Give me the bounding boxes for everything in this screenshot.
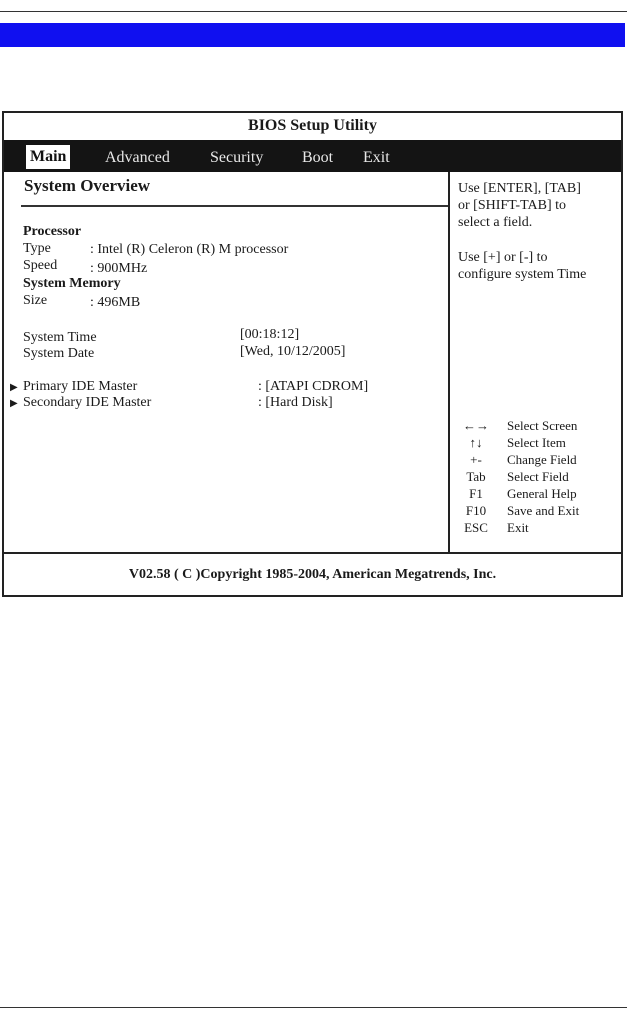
submenu-arrow-icon: ▶	[10, 398, 18, 409]
legend-desc: Select Screen	[507, 418, 578, 433]
bios-menubar	[4, 140, 621, 172]
help-line: Use [+] or [-] to	[458, 250, 548, 265]
size-label: Size	[23, 293, 48, 308]
type-value: : Intel (R) Celeron (R) M processor	[90, 242, 289, 257]
settings-pane	[4, 172, 450, 552]
bios-window	[2, 111, 623, 597]
section-divider	[21, 205, 448, 207]
type-label: Type	[23, 241, 51, 256]
legend-desc: Exit	[507, 520, 529, 535]
help-line: or [SHIFT-TAB] to	[458, 198, 567, 213]
arrows-ud-icon: ↑↓	[469, 435, 483, 450]
help-line: configure system Time	[458, 267, 587, 282]
bios-content	[4, 172, 621, 552]
section-title: System Overview	[24, 176, 151, 195]
menu-boot[interactable]: Boot	[302, 149, 334, 166]
legend-key: F10	[465, 503, 487, 518]
legend-desc: Save and Exit	[507, 503, 580, 518]
legend-desc: Select Item	[507, 435, 566, 450]
speed-value: : 900MHz	[90, 261, 148, 276]
primary-ide-value: : [ATAPI CDROM]	[258, 379, 369, 394]
legend-key: Tab	[466, 469, 486, 484]
bios-title: BIOS Setup Utility	[248, 117, 377, 134]
page-bottom-rule	[0, 1007, 627, 1008]
help-pane	[450, 172, 621, 552]
menu-main[interactable]: Main	[26, 145, 70, 169]
menu-advanced[interactable]: Advanced	[105, 149, 170, 166]
memory-heading: System Memory	[23, 276, 121, 291]
system-time-label: System Time	[23, 330, 97, 345]
arrows-lr-icon: ←→	[463, 418, 489, 433]
page-top-rule	[0, 11, 627, 12]
submenu-arrow-icon: ▶	[10, 382, 18, 393]
menu-exit[interactable]: Exit	[363, 149, 390, 166]
system-date-value[interactable]: [Wed, 10/12/2005]	[240, 344, 346, 359]
legend-key: ESC	[464, 520, 488, 535]
legend-key: F1	[469, 486, 483, 501]
speed-label: Speed	[23, 258, 58, 273]
primary-ide-label[interactable]: Primary IDE Master	[23, 379, 138, 394]
help-line: select a field.	[458, 215, 533, 230]
copyright-footer: V02.58 ( C )Copyright 1985-2004, American Megatrends, Inc.	[4, 552, 621, 595]
section-banner	[0, 23, 625, 47]
system-time-value[interactable]: [00:18:12]	[240, 327, 300, 342]
size-value: : 496MB	[90, 295, 141, 310]
processor-heading: Processor	[23, 224, 82, 239]
legend-desc: General Help	[507, 486, 577, 501]
secondary-ide-value: : [Hard Disk]	[258, 395, 333, 410]
help-line: Use [ENTER], [TAB]	[458, 181, 581, 196]
legend-desc: Select Field	[507, 469, 569, 484]
secondary-ide-label[interactable]: Secondary IDE Master	[23, 395, 152, 410]
legend-desc: Change Field	[507, 452, 577, 467]
system-date-label: System Date	[23, 346, 95, 361]
legend-key: +-	[470, 452, 482, 467]
menu-security[interactable]: Security	[210, 149, 264, 166]
